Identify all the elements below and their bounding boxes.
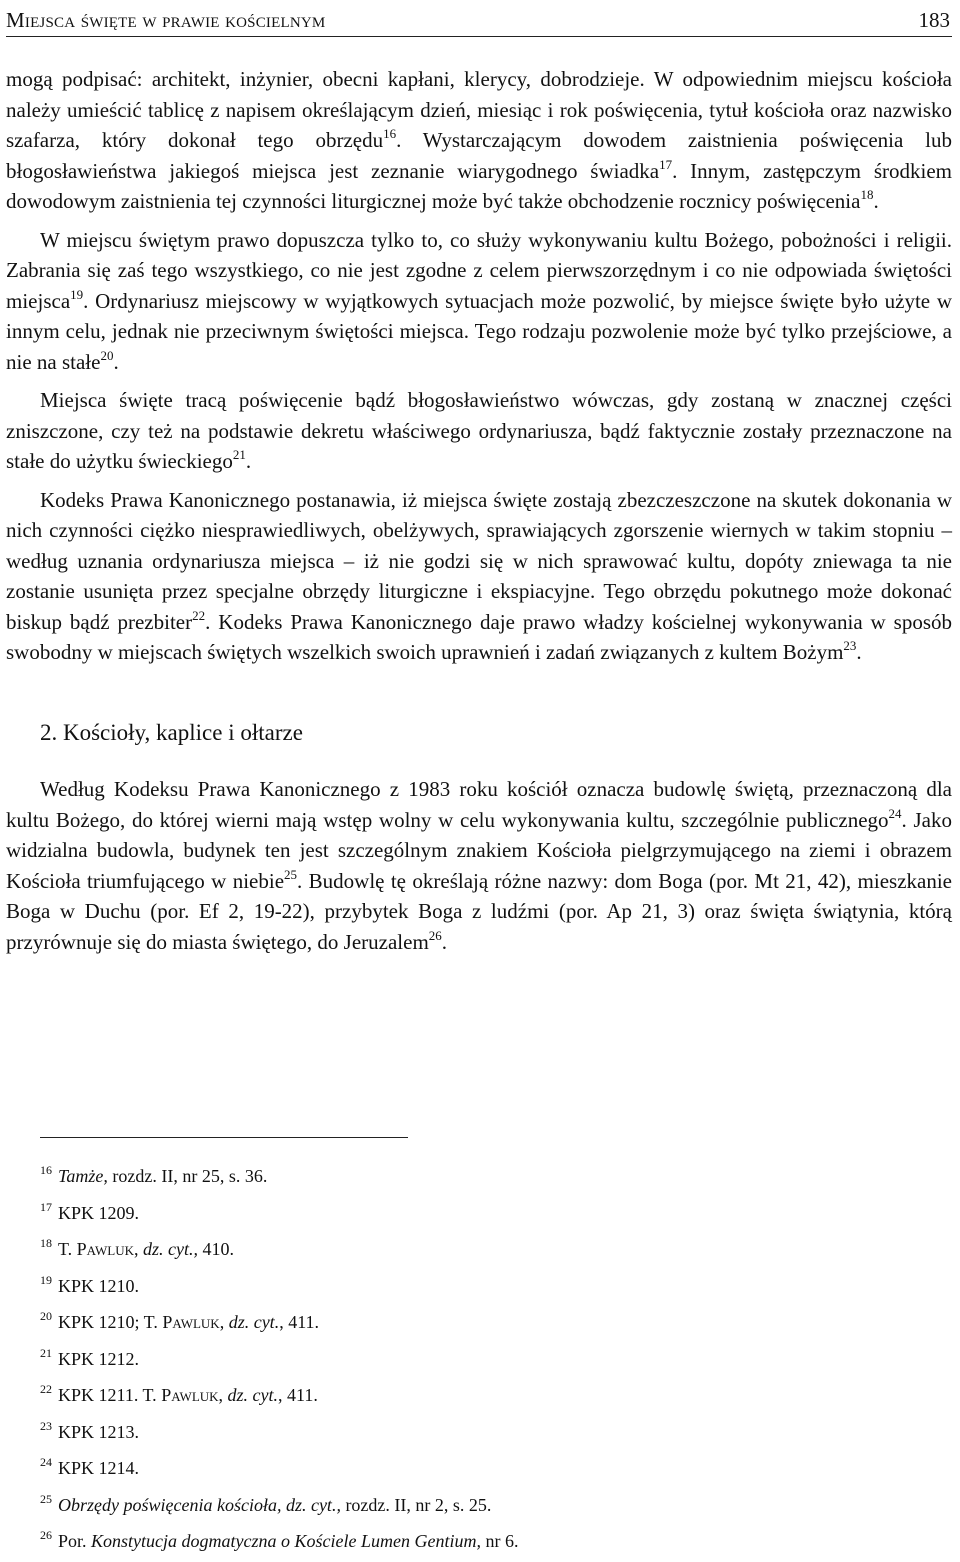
footnote-text: KPK 1211. T. [58, 1385, 162, 1405]
footnote-number: 19 [40, 1272, 52, 1287]
footnote [40, 1379, 952, 1416]
footnote-text: KPK 1214. [58, 1458, 140, 1478]
section-heading: 2. Kościoły, kaplice i ołtarze [40, 719, 303, 745]
text-run: Według Kodeksu Prawa Kanonicznego z 1983 roku kościół oznacza budowlę świętą, przeznaczoną dla kultu Bożego, do której wierni mają wstęp wolny w celu wykonywania kultu, szczególnie publicznego [6, 777, 952, 832]
footnote-text: rozdz. II, nr 25, s. 36. [107, 1166, 268, 1186]
footnote-author: Pawluk [161, 1385, 219, 1405]
footnote-text: nr 6. [480, 1531, 519, 1551]
footnote [40, 1160, 952, 1197]
paragraph [6, 774, 952, 957]
text-run: . [873, 189, 879, 213]
footnote-text: Por. [58, 1531, 92, 1551]
footnote-text: , 411. [279, 1312, 320, 1332]
text-run: . [856, 640, 862, 664]
paragraph [6, 385, 952, 477]
footnote-italic: Tamże, [58, 1166, 108, 1186]
footnote-ref[interactable]: 18 [860, 187, 874, 202]
footnote-ref[interactable]: 25 [284, 866, 298, 882]
footnote-text: T. [58, 1239, 77, 1259]
footnote-number: 24 [40, 1455, 52, 1469]
footnote [40, 1270, 952, 1307]
footnote-number: 17 [40, 1199, 52, 1214]
paragraph [6, 225, 952, 378]
text-run: . Innym, zastępczym środkiem dowodowym zaistnienia tej czynności liturgicznej może być także obchodzenie rocznicy poświęcenia [6, 158, 952, 213]
text-run: . Budowlę tę określają różne nazwy: dom Boga (por. Mt 21, 42), mieszkanie Boga w Duchu (por. Ef 2, 19-22), przybytek Boga z ludźmi (por. Ap 21, 3) oraz święta świątynia, którą przyrównuje się do miasta świętego, do Jeruzalem [6, 868, 952, 954]
footnote-italic: Obrzędy poświęcenia kościoła, dz. cyt., [58, 1494, 341, 1515]
text-run: . Jako widzialna budowla, budynek ten jest szczególnym znakiem Kościoła pielgrzymującego na ziemi i obrazem Kościoła triumfującego w niebie [6, 807, 952, 893]
text-run: . [113, 349, 119, 374]
footnote-number: 20 [40, 1309, 52, 1323]
footnote-ref[interactable]: 16 [383, 126, 397, 141]
text-run: . Kodeks Prawa Kanonicznego daje prawo władzy kościelnej wykonywania w sposób swobodny w miejscach świętych wszelkich swoich uprawnień i zadań związanych z kultem Bożym [6, 609, 952, 664]
footnote-separator [40, 1137, 408, 1138]
footnote-text: , [218, 1385, 228, 1405]
text-run: mogą podpisać: architekt, inżynier, obecni kapłani, klerycy, dobrodzieje. W odpowiednim miejscu kościoła należy umieścić tablicę z napisem określającym dzień, miesiąc i rok poświęcenia, tytuł kościoła oraz nazwisko szafarza, który dokonał tego obrzędu [6, 67, 952, 152]
footnote-text: KPK 1210. [58, 1275, 140, 1296]
footnote-ref[interactable]: 17 [659, 156, 673, 172]
footnote-text: 410. [198, 1239, 235, 1259]
footnote-text: KPK 1210; T. [58, 1312, 163, 1332]
footnote-italic: dz. cyt. [227, 1385, 279, 1405]
footnote [40, 1233, 952, 1270]
footnote [40, 1197, 952, 1234]
text-run: . [245, 449, 252, 473]
footnote-text: KPK 1209. [58, 1202, 140, 1223]
footnote-number: 26 [40, 1528, 52, 1542]
footnote [40, 1343, 952, 1380]
footnote [40, 1416, 952, 1453]
footnote-text: rozdz. II, nr 2, s. 25. [340, 1494, 492, 1515]
footnote-text: , 411. [278, 1385, 318, 1405]
footnotes [40, 1160, 952, 1562]
footnote-number: 25 [40, 1491, 52, 1506]
footnote [40, 1525, 952, 1562]
footnote [40, 1452, 952, 1489]
text-run: . [441, 929, 448, 954]
footnote-ref[interactable]: 24 [888, 805, 902, 821]
text-run: Kodeks Prawa Kanonicznego postanawia, iż miejsca święte zostają zbezczeszczone na skutek dokonania w nich czynności ciężko niesprawiedliwych, obelżywych, sprawiających zgorszenie wiernych w takim stopniu – według uznania ordynariusza miejsca – iż nie godzi się w nich sprawować kultu, dopóty zniewaga ta nie zostanie usunięta przez specjalne obrzędy liturgiczne i ekspiacyjne. Tego obrzędu pokutnego może dokonać biskup bądź prezbiter [6, 487, 952, 634]
footnote-ref[interactable]: 22 [192, 607, 206, 623]
footnote-author: Pawluk [162, 1312, 220, 1332]
footnote-text: KPK 1213. [58, 1421, 140, 1442]
footnote-italic: dz. cyt., [143, 1239, 199, 1259]
footnote-number: 21 [40, 1345, 52, 1360]
footnote-number: 23 [40, 1418, 52, 1433]
main-text [6, 64, 952, 965]
footnote-ref[interactable]: 21 [232, 447, 246, 462]
footnote-italic: Konstytucja dogmatyczna o Kościele Lumen Gentium, [91, 1531, 481, 1551]
page-number: 183 [918, 8, 950, 32]
paragraph [6, 64, 952, 217]
footnote-text: , [134, 1239, 144, 1259]
footnote-number: 22 [40, 1382, 52, 1396]
footnote-text: KPK 1212. [58, 1348, 140, 1369]
footnote-text: , [219, 1312, 229, 1332]
text-run: . Wystarczającym dowodem zaistnienia poświęcenia lub błogosławieństwa jakiegoś miejsca jest zeznanie wiarygodnego świadka [6, 128, 952, 183]
running-title: Miejsca święte w prawie kościelnym [6, 8, 326, 32]
footnote-number: 16 [40, 1163, 52, 1177]
footnote [40, 1306, 952, 1343]
text-run: . Ordynariusz miejscowy w wyjątkowych sytuacjach może pozwolić, by miejsce święte było użyte w innym celu, jednak nie przeciwnym świętości miejsca. Tego rodzaju pozwolenie może być tylko przejściowe, a nie na stałe [6, 288, 952, 374]
footnote-ref[interactable]: 23 [843, 638, 857, 653]
paragraph [6, 485, 952, 668]
footnote-ref[interactable]: 19 [70, 286, 84, 302]
footnote-author: Pawluk [76, 1239, 135, 1259]
footnote [40, 1489, 952, 1526]
footnote-number: 18 [40, 1236, 52, 1250]
footnote-italic: dz. cyt. [228, 1312, 280, 1332]
text-run: W miejscu świętym prawo dopuszcza tylko to, co służy wykonywaniu kultu Bożego, pobożności i religii. Zabrania się zaś tego wszystkiego, co nie jest zgodne z celem pierwszorzędnym i co nie odpowiada świętości miejsca [6, 227, 952, 313]
footnote-ref[interactable]: 20 [100, 347, 114, 363]
running-header [6, 4, 952, 37]
footnote-ref[interactable]: 26 [428, 927, 442, 943]
text-run: Miejsca święte tracą poświęcenie bądź błogosławieństwo wówczas, gdy zostaną w znacznej części zniszczone, czy też na podstawie dekretu właściwego ordynariusza, bądź faktycznie zostały przeznaczone na stałe do użytku świeckiego [6, 388, 952, 473]
